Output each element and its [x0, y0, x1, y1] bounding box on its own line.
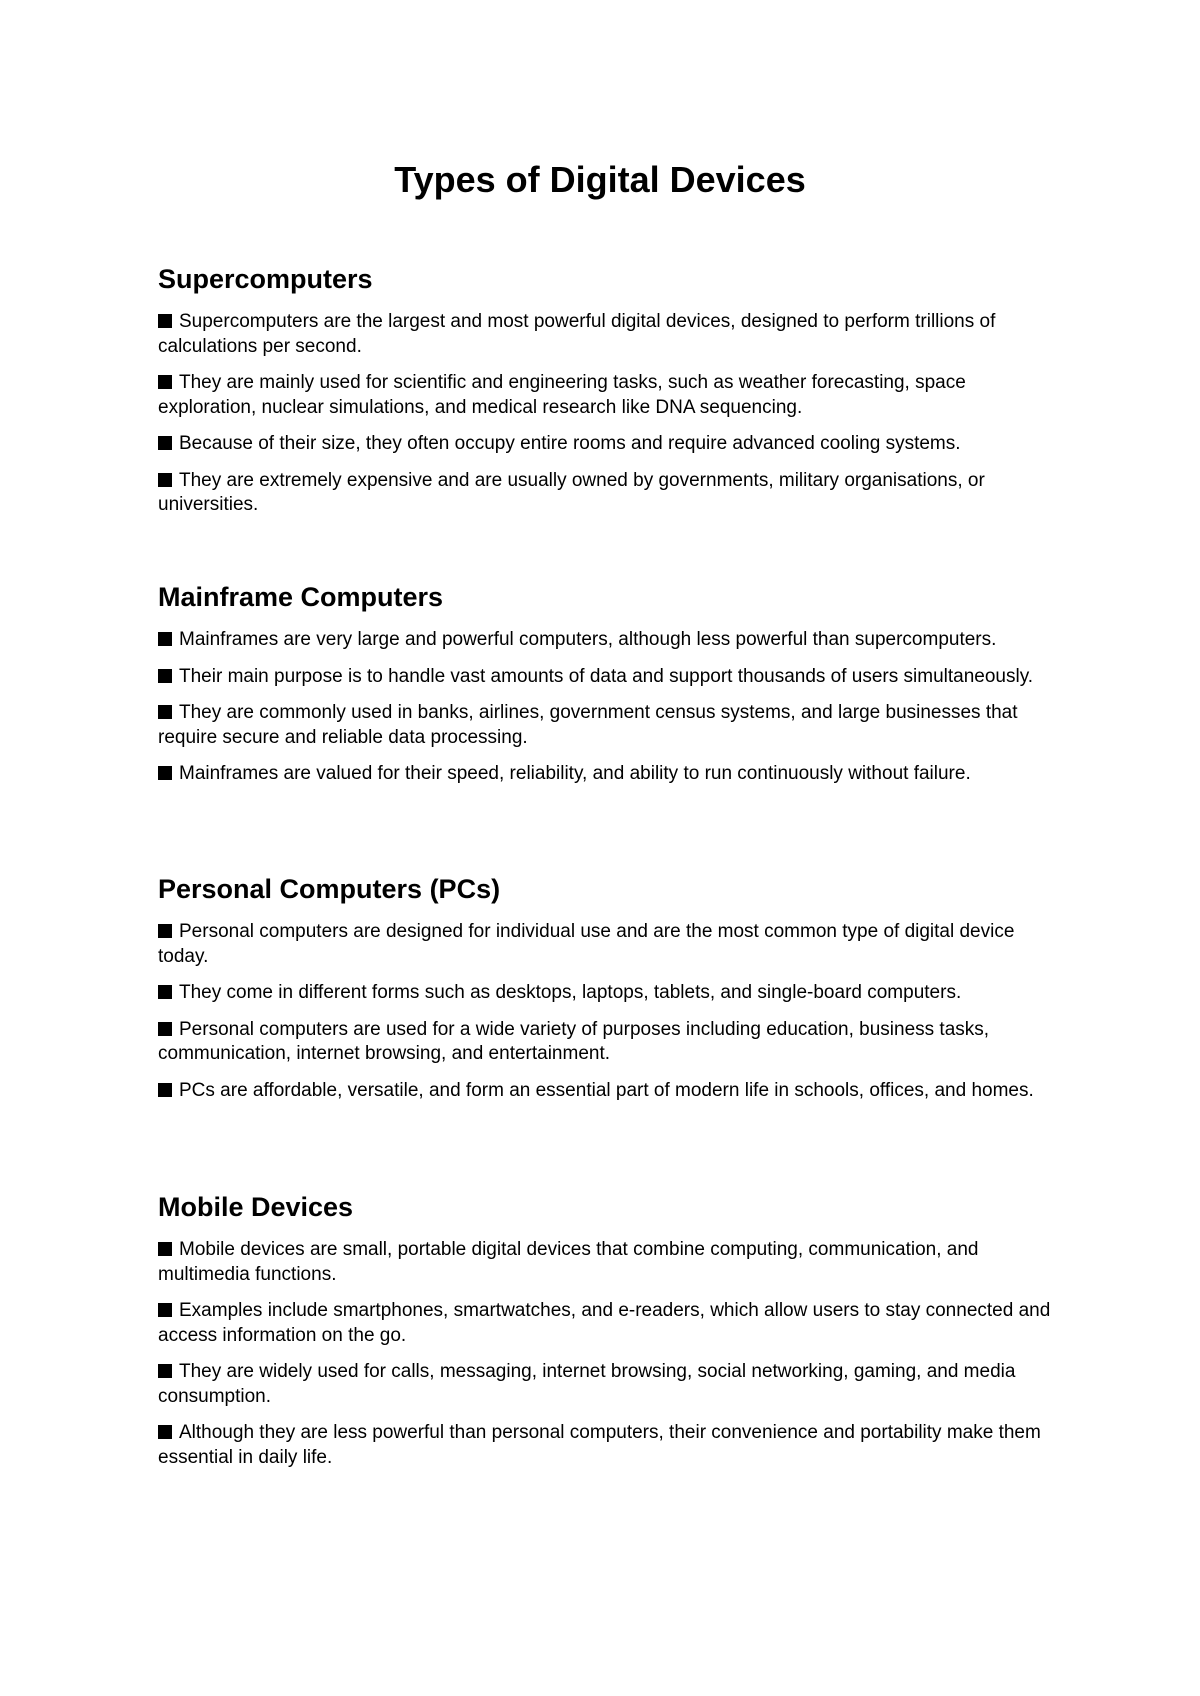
list-item [158, 1299, 1058, 1348]
square-bullet-icon [158, 1022, 172, 1036]
list-item-text: They come in different forms such as desktops, laptops, tablets, and single-board computers. [179, 982, 962, 1003]
list-item [158, 432, 1058, 457]
section-heading: Mobile Devices [158, 1192, 354, 1222]
square-bullet-icon [158, 436, 172, 450]
list-item [158, 310, 1058, 359]
square-bullet-icon [158, 1364, 172, 1378]
list-item [158, 701, 1058, 750]
list-item-text: Although they are less powerful than personal computers, their convenience and portability make them essential in daily life. [158, 1422, 1041, 1468]
list-item-text: They are widely used for calls, messaging, internet browsing, social networking, gaming, and media consumption. [158, 1361, 1016, 1407]
list-item [158, 665, 1058, 690]
square-bullet-icon [158, 314, 172, 328]
list-item-text: Mobile devices are small, portable digital devices that combine computing, communication, and multimedia functions. [158, 1239, 979, 1285]
section-heading: Supercomputers [158, 264, 373, 294]
list-item-text: Supercomputers are the largest and most powerful digital devices, designed to perform trillions of calculations per second. [158, 311, 996, 357]
list-item-text: Because of their size, they often occupy entire rooms and require advanced cooling systems. [179, 433, 961, 454]
square-bullet-icon [158, 1083, 172, 1097]
section-personal-computers [158, 872, 1058, 1115]
square-bullet-icon [158, 375, 172, 389]
square-bullet-icon [158, 766, 172, 780]
list-item [158, 1079, 1058, 1104]
section-heading: Mainframe Computers [158, 582, 444, 612]
list-item [158, 920, 1058, 969]
list-item-text: Their main purpose is to handle vast amounts of data and support thousands of users simultaneously. [179, 665, 1034, 687]
square-bullet-icon [158, 985, 172, 999]
square-bullet-icon [158, 1242, 172, 1256]
square-bullet-icon [158, 632, 172, 646]
list-item [158, 628, 1058, 653]
list-item-text: They are extremely expensive and are usually owned by governments, military organisations, or universities. [158, 469, 985, 515]
list-item-text: PCs are affordable, versatile, and form an essential part of modern life in schools, offices, and homes. [179, 1079, 1034, 1101]
section-heading: Personal Computers (PCs) [158, 874, 501, 904]
list-item-text: Personal computers are designed for individual use and are the most common type of digital device today. [158, 921, 1015, 967]
list-item [158, 371, 1058, 420]
square-bullet-icon [158, 705, 172, 719]
document-title: Types of Digital Devices [394, 159, 806, 200]
list-item-text: Examples include smartphones, smartwatches, and e-readers, which allow users to stay connected and access information on the go. [158, 1300, 1051, 1346]
section-supercomputers [158, 262, 1058, 530]
list-item-text: Mainframes are very large and powerful computers, although less powerful than supercomputers. [179, 629, 997, 650]
list-item [158, 762, 1058, 787]
list-item-text: They are commonly used in banks, airlines, government census systems, and large businesses that require secure and reliable data processing. [158, 702, 1018, 748]
list-item-text: Mainframes are valued for their speed, reliability, and ability to run continuously without failure. [179, 763, 971, 784]
list-item [158, 981, 1058, 1006]
square-bullet-icon [158, 1425, 172, 1439]
list-item [158, 1018, 1058, 1067]
square-bullet-icon [158, 1303, 172, 1317]
square-bullet-icon [158, 473, 172, 487]
list-item [158, 1421, 1058, 1470]
list-item [158, 1360, 1058, 1409]
section-mainframe-computers [158, 580, 1058, 799]
list-item [158, 1238, 1058, 1287]
square-bullet-icon [158, 924, 172, 938]
list-item [158, 469, 1058, 518]
list-item-text: Personal computers are used for a wide variety of purposes including education, business tasks, communication, internet browsing, and entertainment. [158, 1018, 990, 1064]
section-mobile-devices [158, 1190, 1058, 1482]
square-bullet-icon [158, 669, 172, 683]
list-item-text: They are mainly used for scientific and engineering tasks, such as weather forecasting, space exploration, nuclear simulations, and medical research like DNA sequencing. [158, 372, 966, 418]
